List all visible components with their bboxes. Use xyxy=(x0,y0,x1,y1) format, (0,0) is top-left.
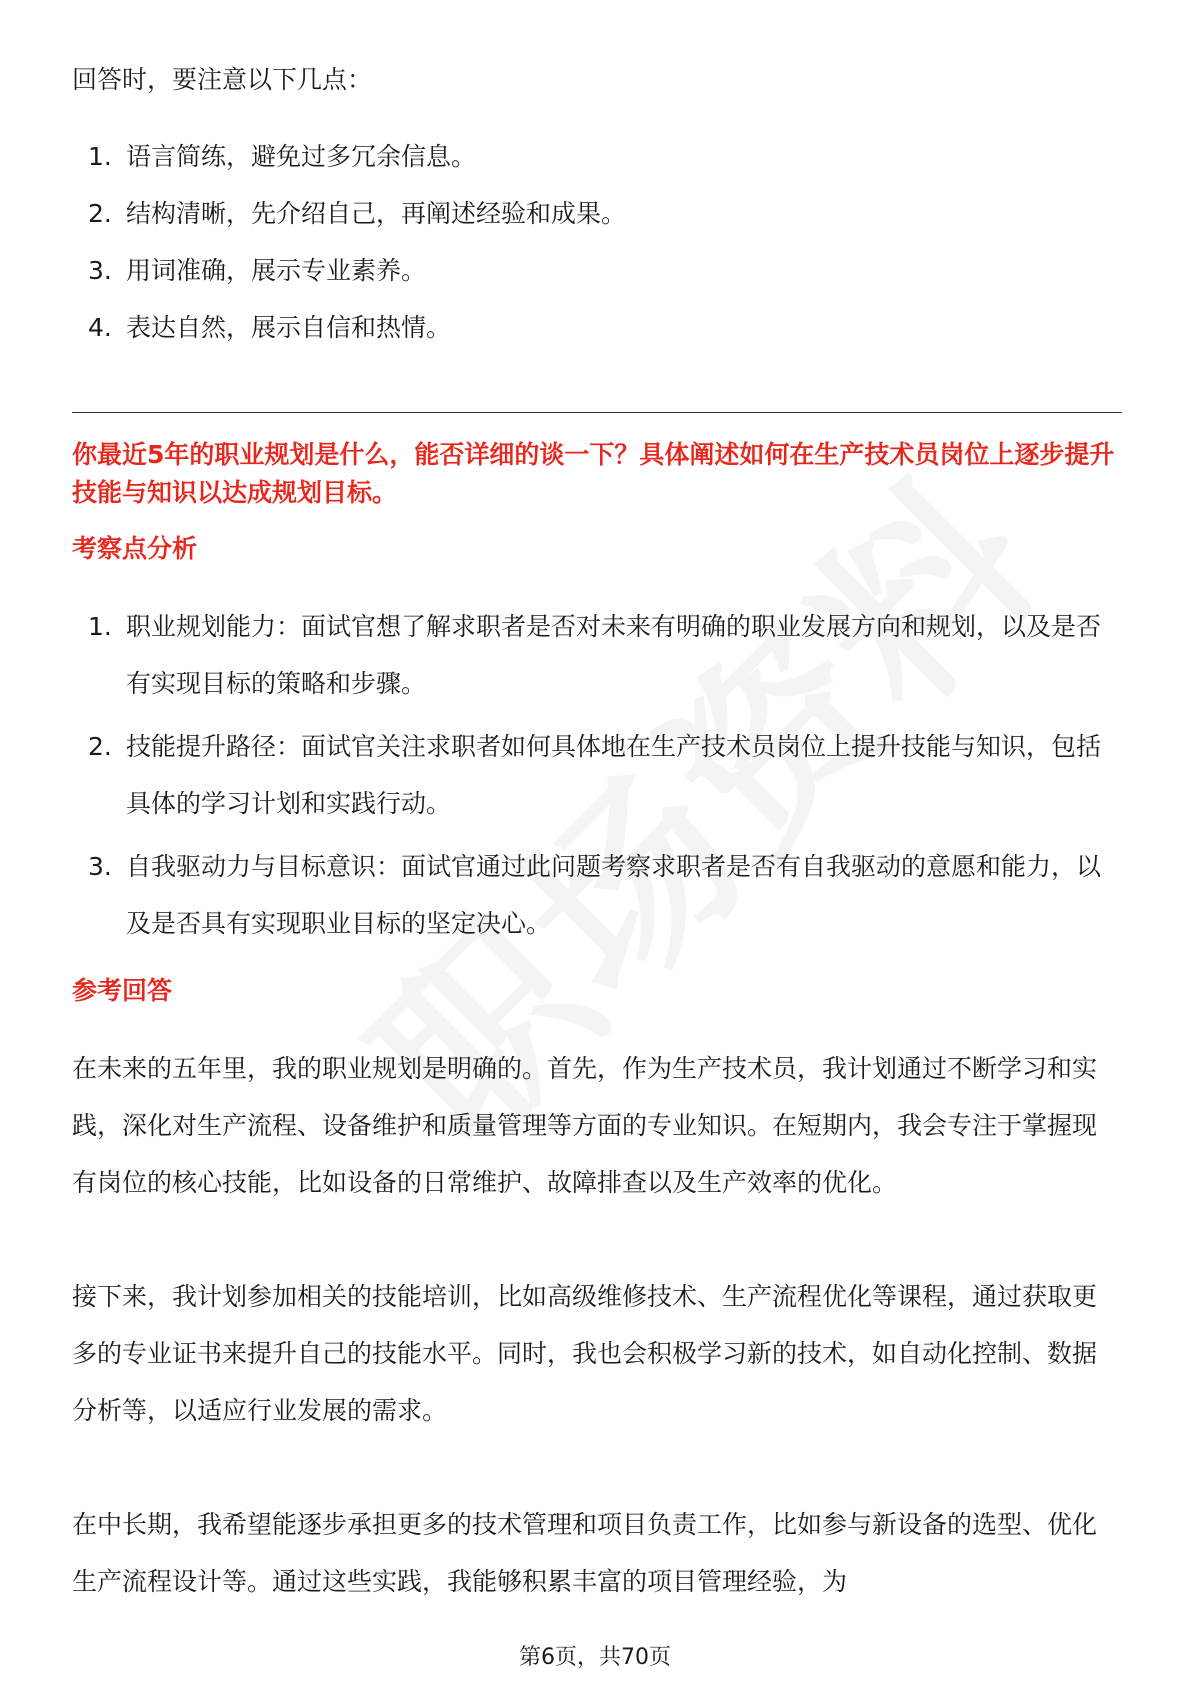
list-item-text: 技能提升路径：面试官关注求职者如何具体地在生产技术员岗位上提升技能与知识，包括具体的学习计划和实践行动。 xyxy=(126,732,1102,818)
list-number: 3. xyxy=(88,256,112,285)
list-item-text: 表达自然，展示自信和热情。 xyxy=(126,313,452,342)
analysis-list xyxy=(72,598,1112,958)
list-item xyxy=(72,185,1112,242)
intro-text: 回答时，要注意以下几点： xyxy=(72,65,373,94)
list-number: 4. xyxy=(88,313,112,342)
list-item-text: 语言简练，避免过多冗余信息。 xyxy=(126,142,477,171)
list-number: 2. xyxy=(88,199,112,228)
list-item xyxy=(72,838,1112,952)
list-item xyxy=(72,718,1112,832)
list-item-text: 用词准确，展示专业素养。 xyxy=(126,256,427,285)
tips-list xyxy=(72,128,1112,356)
list-item xyxy=(72,128,1112,185)
list-number: 3. xyxy=(88,852,112,881)
list-item-text: 结构清晰，先介绍自己，再阐述经验和成果。 xyxy=(126,199,627,228)
list-number: 2. xyxy=(88,732,112,761)
reference-heading: 参考回答 xyxy=(72,976,173,1005)
question-heading: 你最近5年的职业规划是什么，能否详细的谈一下？具体阐述如何在生产技术员岗位上逐步提升技能与知识以达成规划目标。 xyxy=(72,440,1115,507)
answer-paragraph: 接下来，我计划参加相关的技能培训，比如高级维修技术、生产流程优化等课程，通过获取更多的专业证书来提升自己的技能水平。同时，我也会积极学习新的技术，如自动化控制、数据分析等，以适应行业发展的需求。 xyxy=(72,1282,1098,1425)
section-divider xyxy=(72,412,1122,413)
list-number: 1. xyxy=(88,142,112,171)
answer-paragraph: 在未来的五年里，我的职业规划是明确的。首先，作为生产技术员，我计划通过不断学习和实践，深化对生产流程、设备维护和质量管理等方面的专业知识。在短期内，我会专注于掌握现有岗位的核心技能，比如设备的日常维护、故障排查以及生产效率的优化。 xyxy=(72,1054,1098,1197)
list-item xyxy=(72,598,1112,712)
page-footer: 第6页，共70页 xyxy=(519,1645,671,1670)
list-item xyxy=(72,299,1112,356)
list-item-text: 职业规划能力：面试官想了解求职者是否对未来有明确的职业发展方向和规划，以及是否有实现目标的策略和步骤。 xyxy=(126,612,1102,698)
analysis-heading: 考察点分析 xyxy=(72,534,198,563)
list-number: 1. xyxy=(88,612,112,641)
answer-paragraph: 在中长期，我希望能逐步承担更多的技术管理和项目负责工作，比如参与新设备的选型、优化生产流程设计等。通过这些实践，我能够积累丰富的项目管理经验，为 xyxy=(72,1510,1098,1596)
list-item xyxy=(72,242,1112,299)
list-item-text: 自我驱动力与目标意识：面试官通过此问题考察求职者是否有自我驱动的意愿和能力，以及是否具有实现职业目标的坚定决心。 xyxy=(126,852,1102,938)
